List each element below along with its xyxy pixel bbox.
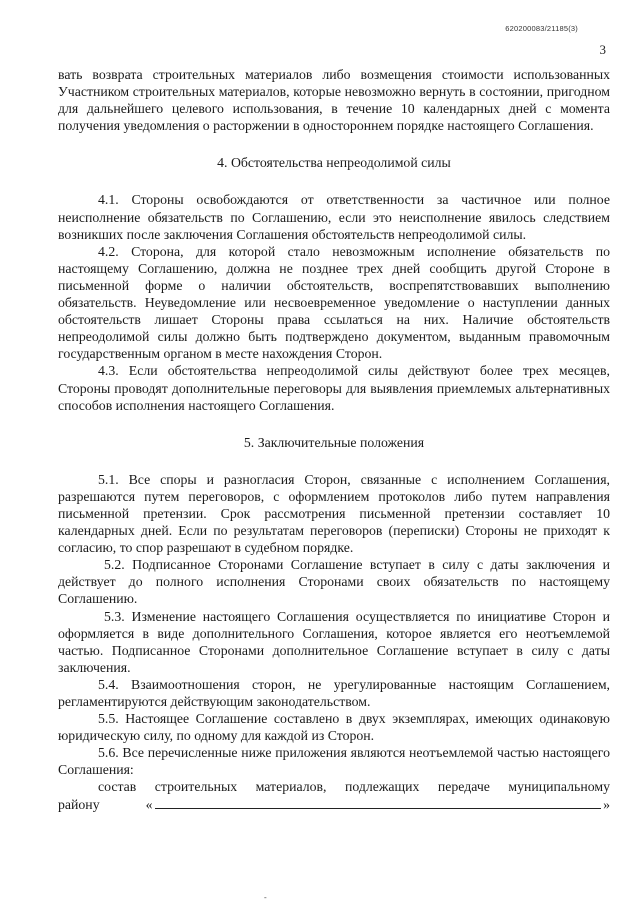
attachment-blank-line: [58, 796, 610, 813]
attachment-line: состав строительных материалов, подлежащих передаче муниципальному: [98, 779, 610, 795]
paragraph-5-2: 5.2. Подписанное Сторонами Соглашение вступает в силу с даты заключения и действует до полного исполнения Сторонами своих обязательств по настоящему Соглашению.: [58, 557, 610, 607]
paragraph-4-3: 4.3. Если обстоятельства непреодолимой силы действуют более трех месяцев, Стороны проводят дополнительные переговоры для выявления приемлемых альтернативных способов исполнения настоящего Соглашения.: [58, 363, 610, 413]
footer-mark: -: [264, 893, 267, 902]
section-5-heading: 5. Заключительные положения: [243, 434, 425, 450]
document-number: 620200083/21185(3): [505, 24, 578, 33]
page-number: 3: [599, 42, 606, 57]
quote-open: «: [145, 796, 153, 812]
quote-close: »: [603, 796, 610, 812]
paragraph-5-4: 5.4. Взаимоотношения сторон, не урегулированные настоящим Соглашением, регламентируются действующим законодательством.: [58, 676, 610, 709]
paragraph-5-6: 5.6. Все перечисленные ниже приложения являются неотъемлемой частью настоящего Соглашения:: [58, 745, 610, 778]
section-4-heading: 4. Обстоятельства непреодолимой силы: [217, 155, 451, 171]
paragraph-5-5: 5.5. Настоящее Соглашение составлено в двух экземплярах, имеющих одинаковую юридическую силу, по одному для каждой из Сторон.: [58, 711, 610, 744]
document-body: [58, 66, 610, 813]
attachment-word: району: [58, 796, 100, 812]
paragraph-4-1: 4.1. Стороны освобождаются от ответственности за частичное или полное неисполнение обязательств по Соглашению, если это неисполнение явилось следствием возникших после заключения Соглашения обстоятельств непреодолимой силы.: [58, 192, 610, 242]
blank-field: [155, 796, 602, 809]
paragraph-4-2: 4.2. Сторона, для которой стало невозможным исполнение обязательств по настоящему Соглашению, должна не позднее трех дней сообщить другой Стороне в письменной форме о наличии обстоятельств, воспрепятствовавших выполнению обязательств. Неуведомление или несвоевременное уведомление о наступлении данных обстоятельств лишает Стороны права ссылаться на них. Наличие обстоятельств непреодолимой силы должно быть подтверждено документом, выданным правомочным государственным органом в месте нахождения Сторон.: [58, 243, 610, 362]
intro-paragraph: вать возврата строительных материалов либо возмещения стоимости использованных Участником строительных материалов, которые невозможно вернуть в состоянии, пригодном для дальнейшего целевого использования, в течение 10 календарных дней с момента получения уведомления о расторжении в одностороннем порядке настоящего Соглашения.: [58, 67, 610, 134]
paragraph-5-1: 5.1. Все споры и разногласия Сторон, связанные с исполнением Соглашения, разрешаются путем переговоров, с оформлением протоколов либо путем направления письменной претензии. Срок рассмотрения письменной претензии составляет 10 календарных дней. Если по результатам переговоров (переписки) Стороны не приходят к согласию, то спор разрешают в судебном порядке.: [58, 471, 610, 556]
paragraph-5-3: 5.3. Изменение настоящего Соглашения осуществляется по инициативе Сторон и оформляется в виде дополнительного Соглашения, которое является его неотъемлемой частью. Подписанное Сторонами дополнительное Соглашение вступает в силу с даты заключения.: [58, 608, 610, 675]
